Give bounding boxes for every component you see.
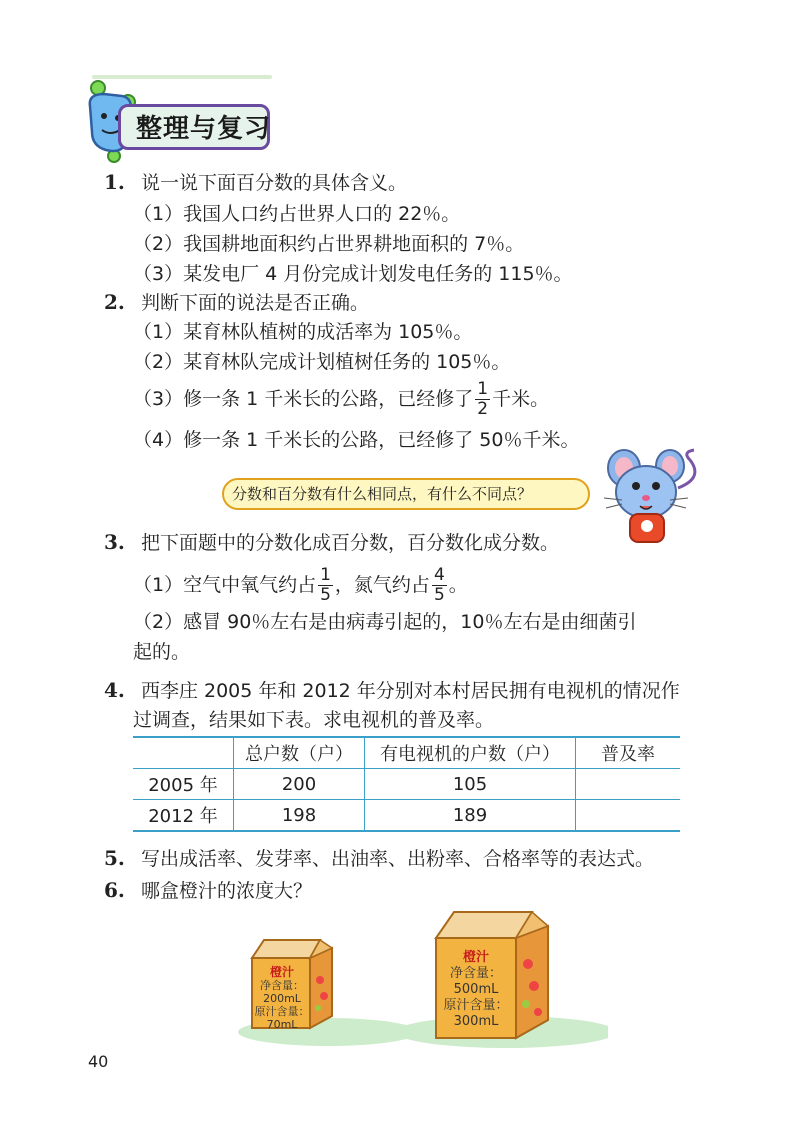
question-text: 把下面题中的分数化成百分数，百分数化成分数。 <box>140 532 559 554</box>
speech-bubble: 分数和百分数有什么相同点，有什么不同点？ <box>222 478 590 510</box>
fraction <box>318 566 333 605</box>
question-number: 4. <box>104 678 125 702</box>
question-2-item-2: （2）某育林队完成计划植树任务的 105％。 <box>133 351 511 373</box>
table-row <box>133 800 680 832</box>
juice-large-net-label: 净含量： <box>449 966 502 981</box>
table-header-row <box>133 737 680 769</box>
table-header-cell: 普及率 <box>576 737 681 769</box>
question-1 <box>104 168 407 197</box>
fraction-numerator: 1 <box>477 379 489 399</box>
juice-large-title: 橙汁 <box>462 950 489 965</box>
juice-small-net-label: 净含量： <box>260 979 304 992</box>
fraction-denominator: 5 <box>320 585 331 605</box>
juice-small-label <box>254 966 310 1031</box>
question-number: 3. <box>104 530 125 554</box>
question-text: 判断下面的说法是否正确。 <box>140 292 369 314</box>
juice-small-title: 橙汁 <box>269 965 294 979</box>
fraction <box>432 566 447 605</box>
question-3 <box>104 528 559 557</box>
question-2-item-4: （4）修一条 1 千米长的公路，已经修了 50％千米。 <box>133 429 580 451</box>
table-cell <box>576 769 681 800</box>
juice-large-label <box>440 950 512 1030</box>
table-cell: 198 <box>234 800 365 832</box>
juice-large-raw-label: 原汁含量： <box>443 998 509 1013</box>
item-text: （3）修一条 1 千米长的公路，已经修了 <box>133 388 474 410</box>
fraction-numerator: 4 <box>433 565 445 585</box>
juice-small-raw-label: 原汁含量： <box>254 1005 310 1018</box>
table-cell: 105 <box>365 769 576 800</box>
question-1-item-3: （3）某发电厂 4 月份完成计划发电任务的 115％。 <box>133 263 573 285</box>
question-number: 2. <box>104 290 125 314</box>
section-title: 整理与复习 <box>136 114 272 144</box>
question-3-item-1 <box>133 566 468 605</box>
fraction-numerator: 1 <box>320 565 331 585</box>
question-4 <box>104 676 680 705</box>
question-2-item-3 <box>133 380 549 419</box>
question-5 <box>104 844 654 873</box>
item-text: 千米。 <box>492 388 550 410</box>
question-1-item-1: （1）我国人口约占世界人口的 22％。 <box>133 203 461 225</box>
question-number: 6. <box>104 878 125 902</box>
fraction-denominator: 5 <box>433 585 445 605</box>
item-text: （1）空气中氧气约占 <box>133 574 317 596</box>
question-1-item-2: （2）我国耕地面积约占世界耕地面积的 7％。 <box>133 233 525 255</box>
question-2 <box>104 288 369 317</box>
question-number: 1. <box>104 170 125 194</box>
table-header-cell: 总户数（户） <box>234 737 365 769</box>
question-number: 5. <box>104 846 125 870</box>
juice-large-net: 500mL <box>453 982 499 997</box>
question-text: 说一说下面百分数的具体含义。 <box>140 172 407 194</box>
fraction-denominator: 2 <box>477 399 489 419</box>
question-4-line-2: 过调查，结果如下表。求电视机的普及率。 <box>133 709 495 731</box>
question-2-item-1: （1）某育林队植树的成活率为 105％。 <box>133 321 473 343</box>
table-cell: 200 <box>234 769 365 800</box>
mouse-mascot-icon <box>594 448 714 548</box>
table-cell: 2012 年 <box>148 806 218 827</box>
juice-small-net: 200mL <box>263 992 301 1005</box>
question-text: 写出成活率、发芽率、出油率、出粉率、合格率等的表达式。 <box>140 848 654 870</box>
page-number: 40 <box>88 1052 109 1071</box>
question-3-item-2-line-2: 起的。 <box>133 641 191 663</box>
tv-survey-table <box>133 736 680 832</box>
table-cell: 189 <box>365 800 576 832</box>
item-text: 。 <box>448 574 468 596</box>
table-header-cell <box>133 737 234 769</box>
table-row <box>133 769 680 800</box>
fraction <box>475 380 490 419</box>
question-text: 西李庄 2005 年和 2012 年分别对本村居民拥有电视机的情况作 <box>140 680 680 702</box>
juice-small-raw: 70mL <box>266 1018 298 1031</box>
table-cell <box>576 800 681 832</box>
question-text: 哪盒橙汁的浓度大？ <box>140 880 312 902</box>
item-text: ，氮气约占 <box>334 574 430 596</box>
question-3-item-2-line-1: （2）感冒 90％左右是由病毒引起的，10％左右是由细菌引 <box>133 611 637 633</box>
juice-large-raw: 300mL <box>453 1014 499 1029</box>
table-header-cell: 有电视机的户数（户） <box>365 737 576 769</box>
table-cell: 2005 年 <box>148 775 218 796</box>
